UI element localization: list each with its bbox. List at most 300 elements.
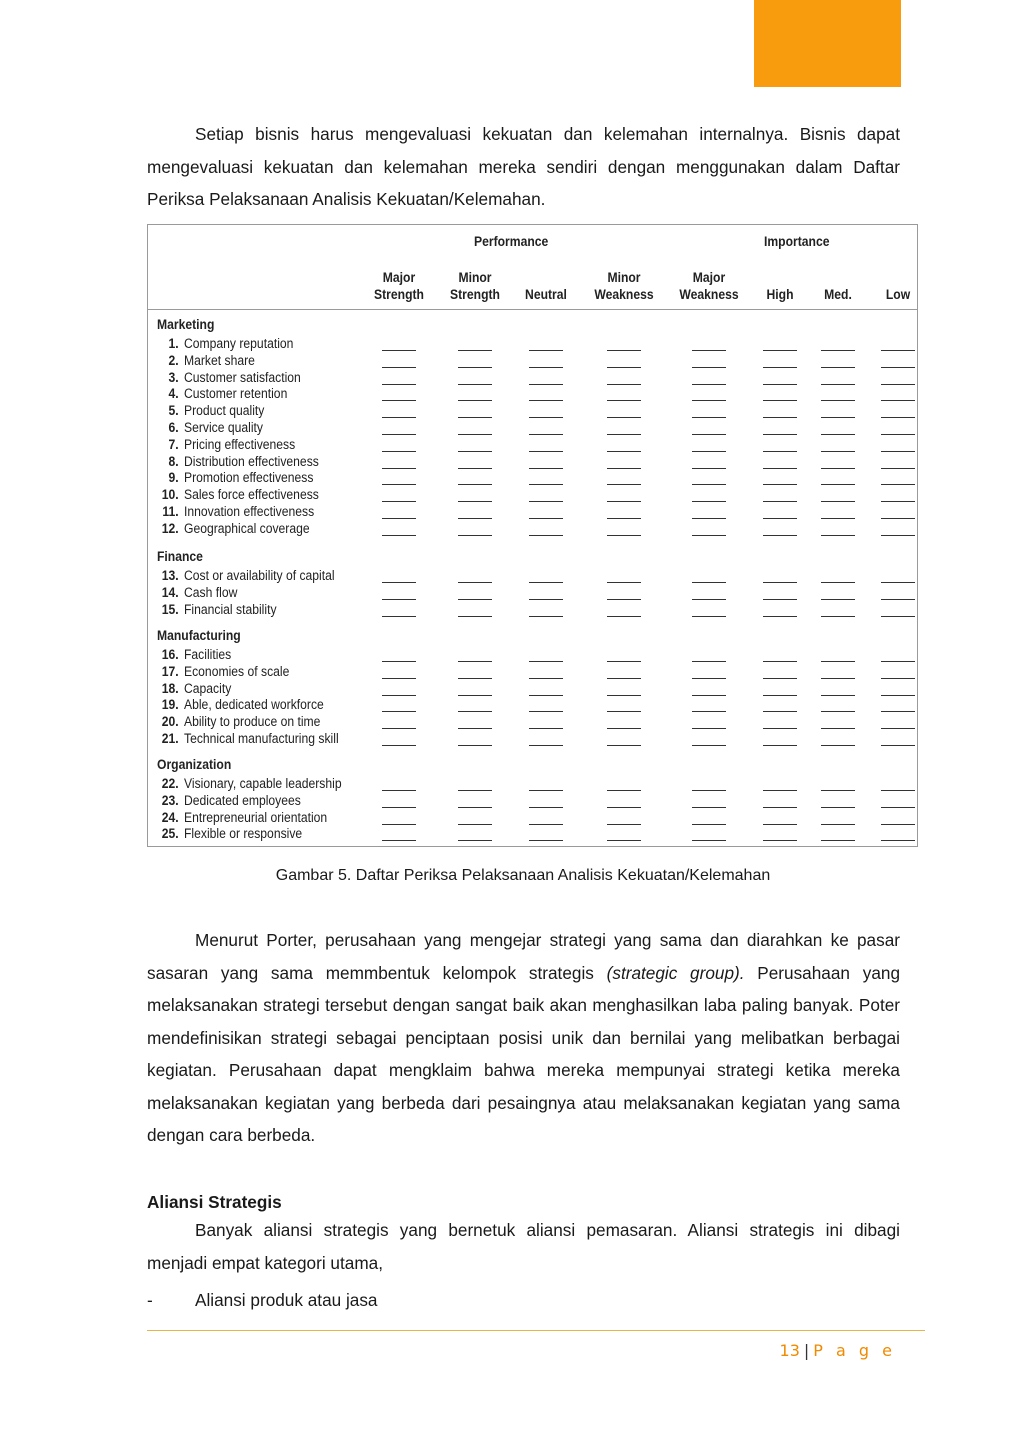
rating-blank <box>692 840 726 841</box>
row-number: 3. <box>168 369 179 385</box>
rating-blank <box>607 745 641 746</box>
rating-blank <box>763 582 797 583</box>
row-number: 2. <box>168 352 179 368</box>
rating-blank <box>692 807 726 808</box>
row-label: Innovation effectiveness <box>184 504 315 519</box>
rating-blank <box>821 728 855 729</box>
row-number: 11. <box>162 504 179 519</box>
rating-blank <box>607 417 641 418</box>
rating-blank <box>529 384 563 385</box>
rating-blank <box>763 384 797 385</box>
rating-blank <box>529 484 563 485</box>
rating-blank <box>763 807 797 808</box>
list-item-text: Aliansi produk atau jasa <box>195 1290 378 1310</box>
rating-blank <box>763 745 797 746</box>
rating-blank <box>529 535 563 536</box>
checklist-row <box>157 437 295 452</box>
rating-blank <box>607 728 641 729</box>
rating-blank <box>821 468 855 469</box>
checklist-row <box>157 697 324 712</box>
row-label: Geographical coverage <box>184 520 310 536</box>
rating-blank <box>382 501 416 502</box>
rating-blank <box>881 417 915 418</box>
rating-blank <box>607 451 641 452</box>
rating-blank <box>382 484 416 485</box>
checklist-row <box>157 585 237 600</box>
rating-blank <box>382 599 416 600</box>
intro-paragraph <box>147 118 900 216</box>
rating-blank <box>881 434 915 435</box>
row-number: 17. <box>161 663 179 679</box>
row-number: 15. <box>161 601 179 617</box>
rating-blank <box>458 417 492 418</box>
column-header-line2: Neutral <box>525 287 567 302</box>
rating-blank <box>382 661 416 662</box>
row-number: 9. <box>168 470 179 486</box>
rating-blank <box>881 745 915 746</box>
rating-blank <box>607 434 641 435</box>
rating-blank <box>692 535 726 536</box>
rating-blank <box>821 824 855 825</box>
rating-blank <box>821 661 855 662</box>
rating-blank <box>881 518 915 519</box>
rating-blank <box>382 711 416 712</box>
rating-blank <box>821 616 855 617</box>
rating-blank <box>458 728 492 729</box>
rating-blank <box>607 824 641 825</box>
row-number: 13. <box>161 568 179 583</box>
checklist-row <box>157 731 339 746</box>
list-dash: - <box>147 1290 153 1310</box>
column-header-line2: Low <box>885 287 911 302</box>
rating-blank <box>881 501 915 502</box>
rating-blank <box>763 678 797 679</box>
rating-blank <box>692 451 726 452</box>
rating-blank <box>881 728 915 729</box>
column-header-line2: High <box>766 287 794 302</box>
column-header <box>669 269 750 303</box>
rating-blank <box>692 678 726 679</box>
rating-blank <box>458 367 492 368</box>
page-footer <box>780 1341 896 1360</box>
row-number: 5. <box>168 403 179 419</box>
porter-paragraph-text-2: Perusahaan yang melaksanakan strategi tersebut dengan sangat baik akan menghasilkan laba paling banyak. Poter mendefinisikan strategi sebagai penciptaan posisi unik dan bernilai yang melibatkan berbagai kegiatan. Perusahaan dapat mengklaim bahwa mereka mempunyai strategi ketika mereka melaksanakan kegiatan yang berbeda dari pesaingnya atau melaksanakan kegiatan yang sama dengan cara berbeda. <box>147 962 901 1145</box>
figure-caption: Gambar 5. Daftar Periksa Pelaksanaan Analisis Kekuatan/Kelemahan <box>275 867 771 884</box>
rating-blank <box>382 807 416 808</box>
rating-blank <box>382 695 416 696</box>
rating-blank <box>458 451 492 452</box>
rating-blank <box>529 807 563 808</box>
page-number: 13 <box>779 1341 800 1360</box>
rating-blank <box>458 840 492 841</box>
rating-blank <box>529 790 563 791</box>
section-title: Finance <box>157 549 203 564</box>
rating-blank <box>821 451 855 452</box>
rating-blank <box>607 790 641 791</box>
rating-blank <box>763 661 797 662</box>
rating-blank <box>881 350 915 351</box>
checklist-row <box>157 714 320 729</box>
rating-blank <box>382 451 416 452</box>
performance-group-header: Performance <box>474 234 549 249</box>
rating-blank <box>607 678 641 679</box>
rating-blank <box>692 599 726 600</box>
rating-blank <box>382 840 416 841</box>
rating-blank <box>881 468 915 469</box>
rating-blank <box>821 535 855 536</box>
rating-blank <box>821 582 855 583</box>
rating-blank <box>458 695 492 696</box>
rating-blank <box>382 616 416 617</box>
footer-rule <box>147 1330 925 1331</box>
rating-blank <box>763 518 797 519</box>
rating-blank <box>763 400 797 401</box>
rating-blank <box>382 434 416 435</box>
rating-blank <box>881 678 915 679</box>
rating-blank <box>881 451 915 452</box>
row-label: Cash flow <box>184 584 238 600</box>
column-header-line1 <box>858 269 939 286</box>
rating-blank <box>881 599 915 600</box>
rating-blank <box>529 616 563 617</box>
rating-blank <box>763 484 797 485</box>
rating-blank <box>382 824 416 825</box>
rating-blank <box>692 824 726 825</box>
rating-blank <box>821 417 855 418</box>
rating-blank <box>821 599 855 600</box>
column-header <box>435 269 516 303</box>
rating-blank <box>881 695 915 696</box>
checklist-row <box>157 370 301 385</box>
rating-blank <box>692 616 726 617</box>
column-header-line2: Weakness <box>594 287 654 302</box>
row-label: Product quality <box>184 403 265 419</box>
rating-blank <box>607 468 641 469</box>
row-number: 21. <box>161 731 179 746</box>
row-number: 20. <box>161 714 179 730</box>
rating-blank <box>881 535 915 536</box>
row-number: 14. <box>161 584 179 600</box>
rating-blank <box>881 582 915 583</box>
rating-blank <box>821 678 855 679</box>
rating-blank <box>881 484 915 485</box>
checklist-row <box>157 826 302 841</box>
rating-blank <box>458 616 492 617</box>
rating-blank <box>529 400 563 401</box>
rating-blank <box>692 711 726 712</box>
row-label: Able, dedicated workforce <box>184 697 324 713</box>
strategic-group-term: (strategic group). <box>606 962 745 983</box>
rating-blank <box>458 384 492 385</box>
rating-blank <box>529 728 563 729</box>
rating-blank <box>881 790 915 791</box>
rating-blank <box>529 745 563 746</box>
rating-blank <box>458 711 492 712</box>
rating-blank <box>382 468 416 469</box>
rating-blank <box>881 400 915 401</box>
rating-blank <box>458 501 492 502</box>
rating-blank <box>529 451 563 452</box>
rating-blank <box>692 468 726 469</box>
rating-blank <box>458 434 492 435</box>
rating-blank <box>458 400 492 401</box>
rating-blank <box>382 535 416 536</box>
row-label: Dedicated employees <box>184 792 301 808</box>
checklist-row <box>157 504 314 519</box>
checklist-row <box>157 353 255 368</box>
column-header-line1: Minor <box>458 270 492 285</box>
checklist-row <box>157 521 310 536</box>
rating-blank <box>692 661 726 662</box>
rating-blank <box>529 350 563 351</box>
rating-blank <box>529 599 563 600</box>
rating-blank <box>881 711 915 712</box>
checklist-row <box>157 793 301 808</box>
porter-paragraph-text: Menurut Porter, perusahaan yang mengejar strategi yang sama dan diarahkan ke pasar sasaran yang sama memmbentuk kelompok strategis <box>147 930 900 983</box>
rating-blank <box>529 434 563 435</box>
corner-accent-block <box>754 0 901 87</box>
rating-blank <box>529 661 563 662</box>
rating-blank <box>763 535 797 536</box>
checklist-row <box>157 647 231 662</box>
rating-blank <box>763 728 797 729</box>
rating-blank <box>692 501 726 502</box>
rating-blank <box>607 350 641 351</box>
checklist-row <box>157 776 342 791</box>
column-header <box>584 269 665 303</box>
rating-blank <box>821 367 855 368</box>
rating-blank <box>529 840 563 841</box>
rating-blank <box>607 661 641 662</box>
rating-blank <box>458 790 492 791</box>
row-label: Flexible or responsive <box>184 826 303 842</box>
column-header-line1: Major <box>382 270 416 285</box>
column-header-line2: Weakness <box>679 287 739 302</box>
row-number: 4. <box>168 386 179 402</box>
rating-blank <box>529 501 563 502</box>
rating-blank <box>821 807 855 808</box>
column-header-line2: Strength <box>374 287 424 302</box>
rating-blank <box>607 711 641 712</box>
checklist-row <box>157 386 287 401</box>
rating-blank <box>382 417 416 418</box>
rating-blank <box>458 599 492 600</box>
rating-blank <box>458 745 492 746</box>
column-header <box>506 269 587 303</box>
rating-blank <box>692 745 726 746</box>
row-label: Technical manufacturing skill <box>184 731 339 746</box>
column-header-line1: Major <box>692 270 726 285</box>
rating-blank <box>821 711 855 712</box>
rating-blank <box>607 582 641 583</box>
checklist-figure <box>147 224 918 847</box>
column-header-line2: Med. <box>824 287 852 302</box>
figure-header <box>148 225 917 310</box>
section-title: Organization <box>157 757 232 772</box>
row-label: Ability to produce on time <box>184 714 321 730</box>
rating-blank <box>763 451 797 452</box>
rating-blank <box>821 501 855 502</box>
section-title: Manufacturing <box>157 628 241 643</box>
checklist-row <box>157 681 231 696</box>
checklist-row <box>157 403 264 418</box>
row-number: 25. <box>161 826 179 842</box>
column-header-line1 <box>506 269 587 286</box>
rating-blank <box>692 728 726 729</box>
rating-blank <box>607 840 641 841</box>
rating-blank <box>607 367 641 368</box>
rating-blank <box>692 367 726 368</box>
rating-blank <box>458 350 492 351</box>
row-number: 8. <box>168 453 179 469</box>
rating-blank <box>529 468 563 469</box>
rating-blank <box>881 824 915 825</box>
rating-blank <box>692 484 726 485</box>
intro-paragraph-text: Setiap bisnis harus mengevaluasi kekuatan dan kelemahan internalnya. Bisnis dapat mengevaluasi kekuatan dan kelemahan mereka sendiri dengan menggunakan dalam Daftar Periksa Pelaksanaan Analisis Kekuatan/Kelemahan. <box>147 124 900 209</box>
rating-blank <box>692 582 726 583</box>
rating-blank <box>763 350 797 351</box>
alliance-paragraph-text: Banyak aliansi strategis yang bernetuk aliansi pemasaran. Aliansi strategis ini dibagi menjadi empat kategori utama, <box>147 1220 900 1273</box>
rating-blank <box>692 434 726 435</box>
rating-blank <box>821 350 855 351</box>
page-word: P a g e <box>813 1341 896 1360</box>
rating-blank <box>458 661 492 662</box>
rating-blank <box>382 384 416 385</box>
checklist-row <box>157 568 335 583</box>
rating-blank <box>607 535 641 536</box>
row-number: 19. <box>161 697 179 713</box>
row-label: Company reputation <box>184 336 294 351</box>
rating-blank <box>529 518 563 519</box>
rating-blank <box>607 616 641 617</box>
rating-blank <box>763 616 797 617</box>
rating-blank <box>458 807 492 808</box>
rating-blank <box>382 400 416 401</box>
row-number: 10. <box>161 487 179 503</box>
rating-blank <box>382 350 416 351</box>
row-number: 16. <box>161 647 179 662</box>
rating-blank <box>763 468 797 469</box>
rating-blank <box>458 518 492 519</box>
rating-blank <box>821 484 855 485</box>
row-number: 22. <box>161 776 179 791</box>
rating-blank <box>607 518 641 519</box>
rating-blank <box>821 384 855 385</box>
rating-blank <box>763 599 797 600</box>
row-label: Visionary, capable leadership <box>184 776 342 791</box>
rating-blank <box>458 582 492 583</box>
porter-paragraph <box>147 924 900 1152</box>
row-label: Customer retention <box>184 386 288 402</box>
row-number: 18. <box>161 680 179 696</box>
rating-blank <box>529 678 563 679</box>
checklist-row <box>157 664 289 679</box>
checklist-row <box>157 810 327 825</box>
row-label: Entrepreneurial orientation <box>184 809 328 825</box>
column-header <box>359 269 440 303</box>
rating-blank <box>607 384 641 385</box>
rating-blank <box>881 367 915 368</box>
rating-blank <box>692 400 726 401</box>
rating-blank <box>458 535 492 536</box>
rating-blank <box>821 695 855 696</box>
rating-blank <box>607 695 641 696</box>
rating-blank <box>692 417 726 418</box>
rating-blank <box>529 367 563 368</box>
checklist-row <box>157 602 277 617</box>
section-title: Marketing <box>157 317 215 332</box>
rating-blank <box>607 400 641 401</box>
rating-blank <box>529 582 563 583</box>
rating-blank <box>458 678 492 679</box>
rating-blank <box>763 840 797 841</box>
alliance-paragraph <box>147 1214 900 1279</box>
footer-separator: | <box>803 1341 810 1360</box>
rating-blank <box>529 711 563 712</box>
rating-blank <box>382 678 416 679</box>
rating-blank <box>458 484 492 485</box>
row-label: Cost or availability of capital <box>184 568 335 583</box>
importance-group-header: Importance <box>764 234 830 249</box>
rating-blank <box>692 518 726 519</box>
row-label: Capacity <box>184 680 232 696</box>
rating-blank <box>382 790 416 791</box>
row-number: 1. <box>168 336 179 351</box>
rating-blank <box>763 434 797 435</box>
rating-blank <box>692 384 726 385</box>
rating-blank <box>458 824 492 825</box>
rating-blank <box>881 661 915 662</box>
row-label: Market share <box>184 352 255 368</box>
row-label: Financial stability <box>184 601 277 617</box>
rating-blank <box>881 384 915 385</box>
checklist-row <box>157 470 313 485</box>
row-number: 7. <box>168 436 179 452</box>
rating-blank <box>607 501 641 502</box>
column-header-line1: Minor <box>607 270 641 285</box>
rating-blank <box>881 807 915 808</box>
rating-blank <box>821 840 855 841</box>
rating-blank <box>529 417 563 418</box>
rating-blank <box>382 518 416 519</box>
rating-blank <box>529 695 563 696</box>
row-label: Service quality <box>184 420 264 435</box>
rating-blank <box>763 501 797 502</box>
checklist-row <box>157 336 293 351</box>
row-label: Sales force effectiveness <box>184 487 319 503</box>
checklist-row <box>157 420 263 435</box>
row-number: 23. <box>161 792 179 808</box>
rating-blank <box>763 824 797 825</box>
rating-blank <box>529 824 563 825</box>
column-header <box>858 269 939 303</box>
rating-blank <box>763 711 797 712</box>
row-label: Economies of scale <box>184 663 290 679</box>
rating-blank <box>382 582 416 583</box>
rating-blank <box>821 400 855 401</box>
checklist-row <box>157 454 319 469</box>
rating-blank <box>821 745 855 746</box>
row-label: Facilities <box>184 647 232 662</box>
rating-blank <box>881 840 915 841</box>
row-label: Distribution effectiveness <box>184 453 319 469</box>
rating-blank <box>881 616 915 617</box>
rating-blank <box>821 518 855 519</box>
rating-blank <box>692 695 726 696</box>
row-label: Promotion effectiveness <box>184 470 314 486</box>
row-label: Pricing effectiveness <box>184 436 296 452</box>
rating-blank <box>382 367 416 368</box>
